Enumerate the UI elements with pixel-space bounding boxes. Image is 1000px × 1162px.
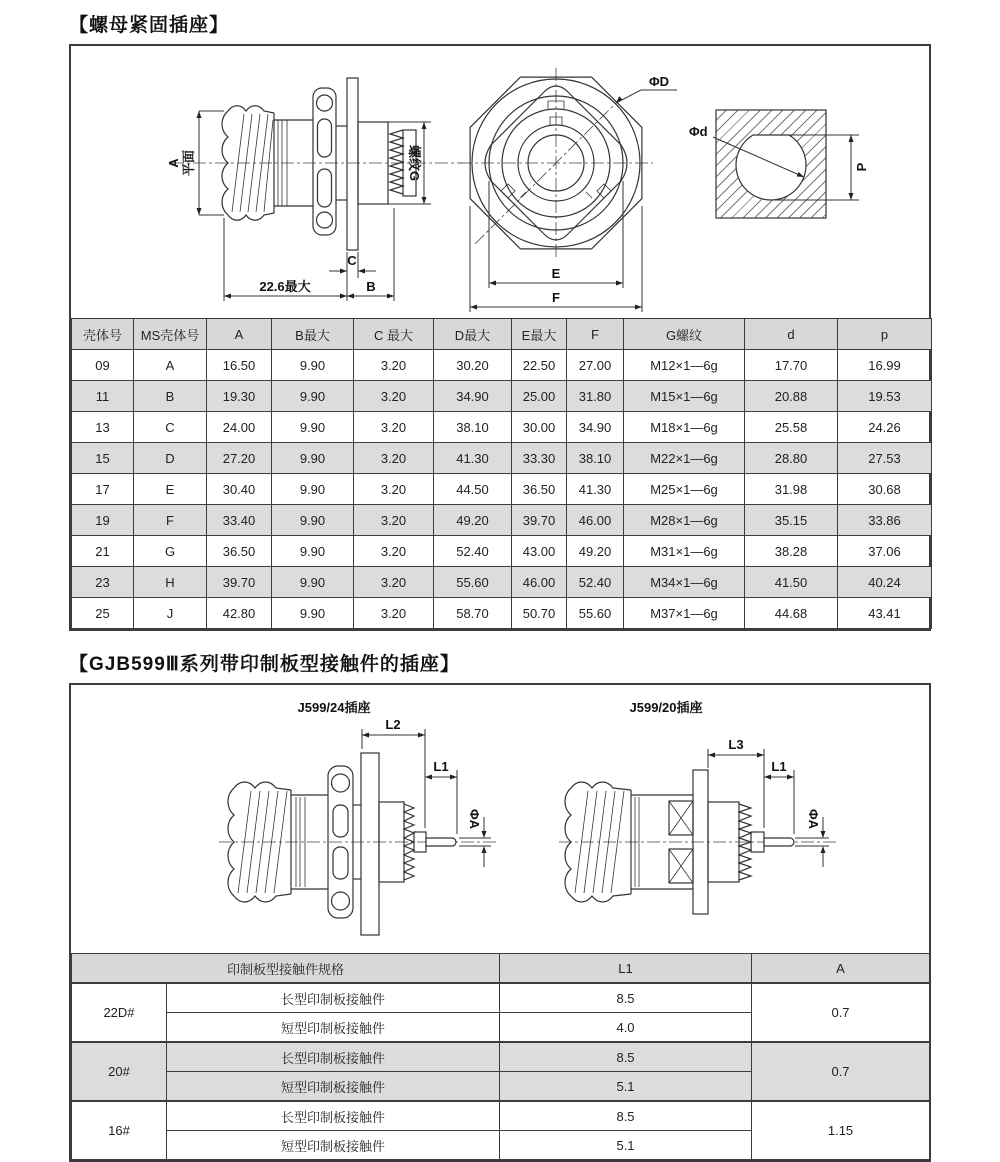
table-cell: 22.50 (512, 350, 567, 381)
l1-value-cell: 4.0 (500, 1013, 752, 1043)
table-cell: M34×1—6g (624, 567, 745, 598)
j599-24-title: J599/24插座 (297, 700, 371, 715)
table-cell: 55.60 (567, 598, 624, 629)
table-cell: 33.30 (512, 443, 567, 474)
shell-size-table (71, 318, 932, 629)
table-cell: 17.70 (745, 350, 838, 381)
j599-24-drawing (219, 700, 499, 935)
table-cell: 13 (72, 412, 134, 443)
table-cell: D (134, 443, 207, 474)
shell-number-cell: 16# (72, 1101, 167, 1160)
table-header-row (72, 954, 930, 984)
col-header: MS壳体号 (134, 319, 207, 350)
section2-panel (69, 683, 931, 1162)
table-cell: 34.90 (567, 412, 624, 443)
a-value-cell: 0.7 (752, 983, 930, 1042)
table-cell: 35.15 (745, 505, 838, 536)
table-row (72, 474, 932, 505)
table-row (72, 598, 932, 629)
front-view-drawing (459, 68, 677, 312)
table-cell: 9.90 (272, 505, 354, 536)
dim-label-c: C (347, 253, 357, 268)
pcb-socket-drawing (71, 685, 929, 953)
table-cell: M22×1—6g (624, 443, 745, 474)
table-cell: 30.00 (512, 412, 567, 443)
table-cell: H (134, 567, 207, 598)
table-row (72, 350, 932, 381)
nut-socket-drawing (71, 46, 929, 318)
table-cell: 16.50 (207, 350, 272, 381)
table-row (72, 1101, 930, 1131)
l1-value-cell: 5.1 (500, 1131, 752, 1160)
j599-20-drawing (559, 700, 839, 914)
table-cell: 37.06 (838, 536, 932, 567)
col-header: D最大 (434, 319, 512, 350)
dim-label-b: B (366, 279, 376, 294)
shell-size-table-body (72, 350, 932, 629)
table-cell: 39.70 (207, 567, 272, 598)
col-header: G螺纹 (624, 319, 745, 350)
table-cell: C (134, 412, 207, 443)
dim-label-226: 22.6最大 (259, 279, 311, 294)
table-cell: E (134, 474, 207, 505)
table-cell: 33.86 (838, 505, 932, 536)
table-cell: 44.68 (745, 598, 838, 629)
section1-panel (69, 44, 931, 631)
table-cell: 40.24 (838, 567, 932, 598)
table-cell: 38.10 (567, 443, 624, 474)
table-cell: 30.68 (838, 474, 932, 505)
table-row (72, 567, 932, 598)
table-cell: 20.88 (745, 381, 838, 412)
section2-drawing-area (71, 685, 929, 953)
table-cell: 49.20 (567, 536, 624, 567)
table-cell: A (134, 350, 207, 381)
table-cell: 3.20 (354, 412, 434, 443)
dim-label-thread-g: 螺纹G (407, 144, 422, 182)
dim-label-plane: 平面 (181, 149, 196, 177)
table-cell: 39.70 (512, 505, 567, 536)
dim-label-phi-d-upper: ΦD (648, 74, 670, 89)
shell-number-cell: 20# (72, 1042, 167, 1101)
dim-label-phi-d-lower: Φd (689, 124, 708, 139)
l1-value-cell: 8.5 (500, 983, 752, 1013)
dim-label-f: F (552, 290, 560, 305)
section1-drawing-area (71, 46, 929, 318)
table-cell: 52.40 (434, 536, 512, 567)
table-cell: 31.98 (745, 474, 838, 505)
table-cell: B (134, 381, 207, 412)
table-cell: 9.90 (272, 536, 354, 567)
section2-title: 【GJB599Ⅲ系列带印制板型接触件的插座】 (69, 654, 460, 675)
table-cell: 3.20 (354, 536, 434, 567)
table-cell: 3.20 (354, 381, 434, 412)
table-cell: 3.20 (354, 474, 434, 505)
table-cell: 36.50 (207, 536, 272, 567)
contact-type-cell: 短型印制板接触件 (167, 1072, 500, 1102)
table-cell: 9.90 (272, 412, 354, 443)
pcb-contact-table (71, 953, 930, 1160)
dim-label-l3: L3 (728, 737, 744, 752)
contact-type-cell: 长型印制板接触件 (167, 983, 500, 1013)
table-cell: 43.41 (838, 598, 932, 629)
table-cell: 38.28 (745, 536, 838, 567)
table-cell: F (134, 505, 207, 536)
panel-cutout-drawing (689, 110, 869, 218)
table-row (72, 983, 930, 1013)
table-cell: 27.00 (567, 350, 624, 381)
table-cell: 55.60 (434, 567, 512, 598)
dim-label-p: P (854, 162, 869, 172)
l1-value-cell: 5.1 (500, 1072, 752, 1102)
table-cell: M37×1—6g (624, 598, 745, 629)
table-cell: 23 (72, 567, 134, 598)
dim-label-l1-right: L1 (771, 759, 787, 774)
table-cell: 38.10 (434, 412, 512, 443)
table-cell: 3.20 (354, 350, 434, 381)
side-view-drawing (166, 78, 463, 301)
table-cell: 11 (72, 381, 134, 412)
table-cell: 21 (72, 536, 134, 567)
table-cell: 28.80 (745, 443, 838, 474)
dim-label-phi-a-left: ΦA (467, 808, 482, 830)
table-cell: 3.20 (354, 443, 434, 474)
table-cell: 25 (72, 598, 134, 629)
table-cell: 36.50 (512, 474, 567, 505)
section1-title: 【螺母紧固插座】 (69, 15, 230, 36)
table-cell: M18×1—6g (624, 412, 745, 443)
table-cell: 16.99 (838, 350, 932, 381)
table-cell: M12×1—6g (624, 350, 745, 381)
table-cell: 46.00 (567, 505, 624, 536)
col-header: C 最大 (354, 319, 434, 350)
table-cell: 30.20 (434, 350, 512, 381)
table-cell: 46.00 (512, 567, 567, 598)
col-header: F (567, 319, 624, 350)
table-cell: 50.70 (512, 598, 567, 629)
table-cell: M31×1—6g (624, 536, 745, 567)
col-header-spec: 印制板型接触件规格 (72, 954, 500, 984)
table-cell: G (134, 536, 207, 567)
a-value-cell: 0.7 (752, 1042, 930, 1101)
table-row (72, 1042, 930, 1072)
table-cell: 24.00 (207, 412, 272, 443)
col-header: p (838, 319, 932, 350)
l1-value-cell: 8.5 (500, 1042, 752, 1072)
contact-type-cell: 短型印制板接触件 (167, 1131, 500, 1160)
j599-20-title: J599/20插座 (629, 700, 703, 715)
table-cell: 9.90 (272, 443, 354, 474)
dim-label-e: E (551, 266, 561, 281)
table-cell: 24.26 (838, 412, 932, 443)
contact-type-cell: 短型印制板接触件 (167, 1013, 500, 1043)
table-cell: 9.90 (272, 598, 354, 629)
col-header: 壳体号 (72, 319, 134, 350)
col-header: d (745, 319, 838, 350)
table-row (72, 536, 932, 567)
table-row (72, 443, 932, 474)
table-cell: 41.30 (434, 443, 512, 474)
table-cell: J (134, 598, 207, 629)
table-cell: 25.00 (512, 381, 567, 412)
dim-label-phi-a-right: ΦA (806, 808, 821, 830)
table-cell: 30.40 (207, 474, 272, 505)
table-cell: 19.30 (207, 381, 272, 412)
l1-value-cell: 8.5 (500, 1101, 752, 1131)
dim-label-l1-left: L1 (433, 759, 449, 774)
table-cell: 52.40 (567, 567, 624, 598)
table-cell: 9.90 (272, 567, 354, 598)
table-cell: 09 (72, 350, 134, 381)
table-cell: 25.58 (745, 412, 838, 443)
pcb-contact-table-body (72, 983, 930, 1160)
table-cell: 3.20 (354, 567, 434, 598)
col-header-a: A (752, 954, 930, 984)
contact-type-cell: 长型印制板接触件 (167, 1042, 500, 1072)
dim-label-l2: L2 (385, 717, 401, 732)
table-cell: 34.90 (434, 381, 512, 412)
col-header: E最大 (512, 319, 567, 350)
table-row (72, 412, 932, 443)
table-cell: 58.70 (434, 598, 512, 629)
contact-type-cell: 长型印制板接触件 (167, 1101, 500, 1131)
table-cell: M25×1—6g (624, 474, 745, 505)
table-cell: 41.50 (745, 567, 838, 598)
col-header: A (207, 319, 272, 350)
table-cell: 27.20 (207, 443, 272, 474)
table-cell: 9.90 (272, 350, 354, 381)
table-cell: 43.00 (512, 536, 567, 567)
table-header-row (72, 319, 932, 350)
dim-label-a: A (166, 158, 181, 168)
table-cell: 19.53 (838, 381, 932, 412)
table-cell: 3.20 (354, 598, 434, 629)
table-cell: 42.80 (207, 598, 272, 629)
table-cell: 41.30 (567, 474, 624, 505)
table-cell: 27.53 (838, 443, 932, 474)
table-cell: 19 (72, 505, 134, 536)
col-header: B最大 (272, 319, 354, 350)
table-row (72, 505, 932, 536)
table-cell: M15×1—6g (624, 381, 745, 412)
table-row (72, 381, 932, 412)
table-cell: 31.80 (567, 381, 624, 412)
shell-number-cell: 22D# (72, 983, 167, 1042)
table-cell: 17 (72, 474, 134, 505)
col-header-l1: L1 (500, 954, 752, 984)
a-value-cell: 1.15 (752, 1101, 930, 1160)
table-cell: M28×1—6g (624, 505, 745, 536)
table-cell: 9.90 (272, 474, 354, 505)
table-cell: 33.40 (207, 505, 272, 536)
table-cell: 3.20 (354, 505, 434, 536)
table-cell: 15 (72, 443, 134, 474)
table-cell: 44.50 (434, 474, 512, 505)
table-cell: 49.20 (434, 505, 512, 536)
table-cell: 9.90 (272, 381, 354, 412)
